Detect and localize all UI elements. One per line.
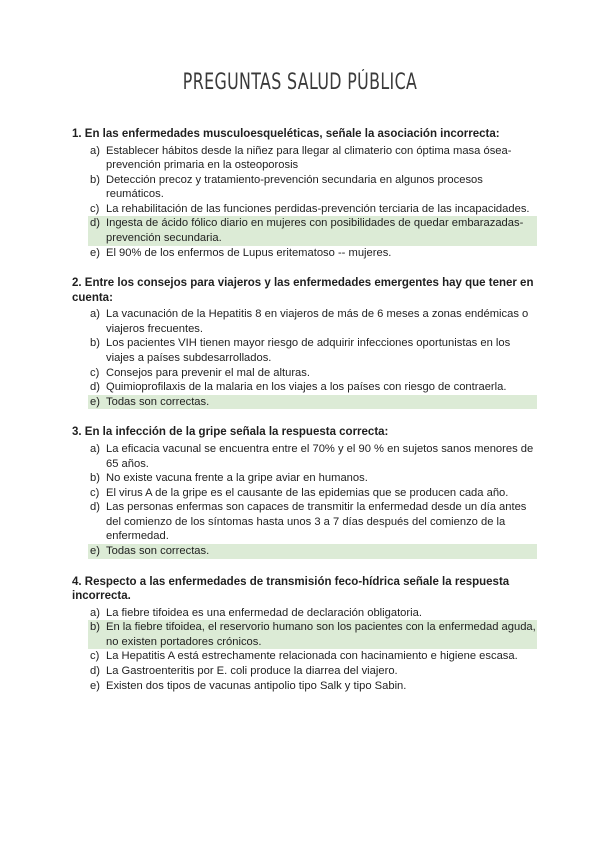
option-text: El virus A de la gripe es el causante de las epidemias que se producen cada año.	[106, 486, 509, 499]
option-letter: d)	[90, 381, 100, 394]
option-text: Consejos para prevenir el mal de alturas.	[106, 366, 310, 379]
option-letter: a)	[90, 442, 100, 455]
option-letter: e)	[90, 246, 100, 259]
question-list	[72, 127, 537, 709]
option-text: Todas son correctas.	[106, 544, 537, 559]
question-text: 3. En la infección de la gripe señala la respuesta correcta:	[72, 426, 389, 439]
option-text: No existe vacuna frente a la gripe aviar en humanos.	[106, 472, 368, 485]
option-text: La eficacia vacunal se encuentra entre el 70% y el 90 % en sujetos sanos menores de 65 años.	[106, 442, 534, 470]
option-letter: b)	[90, 472, 100, 485]
option-d	[72, 664, 537, 679]
option-list	[72, 144, 537, 261]
option-text: Ingesta de ácido fólico diario en mujeres con posibilidades de quedar embarazadas-prevención secundaria.	[106, 216, 537, 245]
option-letter: a)	[90, 308, 100, 321]
question-text: 4. Respecto a las enfermedades de transmisión feco-hídrica señale la respuesta incorrecta.	[72, 575, 510, 603]
option-letter: c)	[90, 486, 100, 499]
option-b	[72, 173, 537, 202]
question-4	[72, 575, 537, 694]
page-title: PREGUNTAS SALUD PÚBLICA	[182, 70, 418, 95]
option-text: La Gastroenteritis por E. coli produce la diarrea del viajero.	[106, 665, 398, 678]
option-text: La fiebre tifoidea es una enfermedad de declaración obligatoria.	[106, 606, 422, 619]
option-b	[72, 471, 537, 486]
question-text: 2. Entre los consejos para viajeros y las enfermedades emergentes hay que tener en cuenta:	[72, 277, 534, 304]
option-letter: c)	[90, 202, 100, 215]
option-e	[72, 679, 537, 694]
question-text: 1. En las enfermedades musculoesqueléticas, señale la asociación incorrecta:	[72, 128, 500, 140]
option-a	[72, 442, 537, 471]
option-c	[72, 202, 537, 217]
option-a	[72, 144, 537, 173]
option-letter: b)	[72, 620, 106, 649]
option-text: La Hepatitis A está estrechamente relacionada con hacinamiento e higiene escasa.	[106, 650, 518, 663]
option-text: La rehabilitación de las funciones perdidas-prevención terciaria de las incapacidades.	[106, 202, 530, 215]
option-letter: d)	[72, 216, 106, 245]
option-c	[72, 486, 537, 501]
option-text: Los pacientes VIH tienen mayor riesgo de adquirir infecciones oportunistas en los viajes a países subdesarrollados.	[106, 337, 511, 365]
option-list	[72, 606, 537, 694]
option-letter: a)	[90, 606, 100, 619]
option-letter: e)	[72, 544, 106, 559]
option-letter: e)	[90, 679, 100, 692]
question-3	[72, 425, 537, 558]
option-letter: c)	[90, 366, 100, 379]
option-text: En la fiebre tifoidea, el reservorio humano son los pacientes con la enfermedad aguda, no existen portadores crónicos.	[106, 621, 536, 648]
option-d	[72, 380, 537, 395]
option-b	[72, 336, 537, 365]
question-2	[72, 276, 537, 409]
option-letter: c)	[90, 650, 100, 663]
option-letter: d)	[90, 665, 100, 678]
option-text: El 90% de los enfermos de Lupus eritematoso -- mujeres.	[106, 246, 392, 259]
option-e-highlighted	[72, 544, 537, 559]
option-a	[72, 307, 537, 336]
option-text: Establecer hábitos desde la niñez para llegar al climaterio con óptima masa ósea-prevención primaria en la osteoporosis	[106, 144, 512, 172]
option-text: Las personas enfermas son capaces de transmitir la enfermedad desde un día antes del comienzo de los síntomas hasta unos 3 a 7 días después del comienzo de la enfermedad.	[106, 501, 527, 543]
option-letter: b)	[90, 173, 100, 186]
option-b-highlighted	[72, 620, 537, 649]
option-c	[72, 366, 537, 381]
option-d	[72, 500, 537, 544]
option-e	[72, 246, 537, 261]
option-c	[72, 649, 537, 664]
option-text: Detección precoz y tratamiento-prevención secundaria en algunos procesos reumáticos.	[106, 173, 483, 201]
option-d-highlighted	[72, 216, 537, 245]
option-letter: d)	[90, 501, 100, 514]
option-letter: b)	[90, 337, 100, 350]
option-e-highlighted	[72, 395, 537, 410]
option-a	[72, 606, 537, 621]
option-letter: a)	[90, 144, 100, 157]
option-list	[72, 442, 537, 559]
option-text: Quimioprofilaxis de la malaria en los viajes a los países con riesgo de contraerla.	[106, 381, 507, 394]
option-list	[72, 307, 537, 409]
question-1	[72, 127, 537, 260]
option-text: Todas son correctas.	[106, 395, 537, 410]
option-text: Existen dos tipos de vacunas antipolio tipo Salk y tipo Sabin.	[106, 679, 407, 692]
option-letter: e)	[72, 395, 106, 410]
option-text: La vacunación de la Hepatitis 8 en viajeros de más de 6 meses a zonas endémicas o viajeros frecuentes.	[106, 308, 529, 335]
